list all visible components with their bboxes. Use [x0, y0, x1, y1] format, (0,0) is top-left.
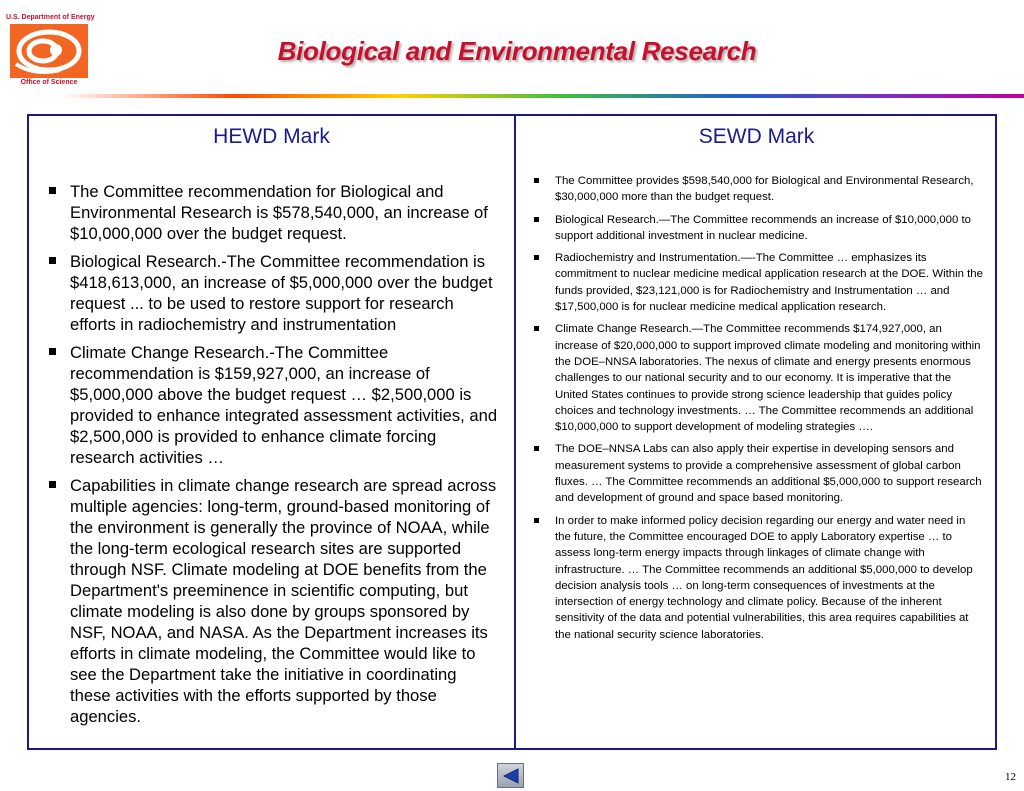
- sewd-column: [516, 116, 997, 748]
- hewd-list: [29, 181, 514, 727]
- sewd-title: SEWD Mark: [698, 125, 815, 148]
- list-item-text: Biological Research.-The Committee recommendation is $418,613,000, an increase of $5,000,000 over the budget request ... to be used to restore support for research efforts in radiochemistry and instrumentation: [70, 252, 493, 334]
- bullet-icon: [49, 481, 56, 488]
- bullet-icon: [534, 255, 539, 260]
- bullet-icon: [534, 178, 539, 183]
- list-item: [534, 321, 983, 435]
- list-item-text: Radiochemistry and Instrumentation.—-The Committee … emphasizes its commitment to nuclear medicine medical application research at the DOE. Within the funds provided, $23,121,000 is for Radiochemistry and Instrumentation … and $17,500,000 is for nuclear medicine medical application research.: [555, 252, 983, 314]
- list-item-text: The DOE–NNSA Labs can also apply their expertise in developing sensors and measurement systems to provide a comprehensive assessment of global carbon fluxes. … The Committee recommends an additional $5,000,000 to support research and development of ground and space based monitoring.: [555, 443, 982, 505]
- list-item-text: Biological Research.—The Committee recommends an increase of $10,000,000 to support additional investment in nuclear medicine.: [555, 213, 971, 242]
- bullet-icon: [49, 348, 56, 355]
- list-item: [534, 173, 983, 206]
- list-item-text: Climate Change Research.-The Committee recommendation is $159,927,000, an increase of $5,000,000 above the budget request … $2,500,000 is provided to enhance integrated assessment activities, and $2,500,000 is provided to enhance climate forcing research activities …: [70, 343, 498, 467]
- page-title: Biological and Environmental Research: [277, 36, 757, 66]
- list-item-text: Capabilities in climate change research are spread across multiple agencies: long-term, ground-based monitoring of the environment is generally the province of NOAA, while the long-term ecological research sites are supported through NSF. Climate modeling at DOE benefits from the Department's preeminence in scientific computing, but climate modeling is also done by groups sponsored by NSF, NOAA, and NASA. As the Department increases its efforts in climate modeling, the Committee would like to see the Department take the initiative in coordinating these activities with the efforts supported by those agencies.: [70, 476, 497, 726]
- bullet-icon: [49, 257, 56, 264]
- list-item-text: Climate Change Research.—The Committee recommends $174,927,000, an increase of $20,000,000 to support improved climate modeling and monitoring within the DOE–NNSA laboratories. The nexus of climate and energy presents enormous challenges to our national security and to our economy. It is imperative that the United States continues to provide strong science leadership that guides policy choices and technology investments. … The Committee recommends an additional $10,000,000 to support development of modeling strategies ….: [555, 323, 981, 434]
- bullet-icon: [534, 326, 539, 331]
- rainbow-divider: [60, 94, 1024, 98]
- list-item-text: The Committee provides $598,540,000 for Biological and Environmental Research, $30,000,000 more than the budget request.: [555, 175, 974, 204]
- hewd-title: HEWD Mark: [213, 125, 330, 148]
- list-item: [49, 181, 500, 244]
- list-item: [49, 251, 500, 335]
- page-number: 12: [1005, 771, 1016, 783]
- list-item: [534, 250, 983, 315]
- list-item-text: In order to make informed policy decision regarding our energy and water need in the future, the Committee encouraged DOE to apply Laboratory expertise … to assess long-term energy impacts through linkages of climate change with infrastructure. … The Committee recommends an additional $5,000,000 to develop decision analysis tools … on long-term consequences of investments at the intersection of energy technology and climate policy. Because of the inherent sensitivity of the data and potential vulnerabilities, this area requires capabilities at the national security science laboratories.: [555, 514, 973, 641]
- list-item: [534, 513, 983, 643]
- list-item-text: The Committee recommendation for Biological and Environmental Research is $578,540,000, an increase of $10,000,000 over the budget request.: [70, 182, 488, 243]
- sewd-list: [516, 173, 997, 643]
- bullet-icon: [49, 187, 56, 194]
- bullet-icon: [534, 518, 539, 523]
- logo-org-top: U.S. Department of Energy: [6, 14, 95, 21]
- bullet-icon: [534, 446, 539, 451]
- back-button[interactable]: [497, 763, 524, 788]
- bullet-icon: [534, 217, 539, 222]
- list-item: [534, 441, 983, 506]
- list-item: [49, 342, 500, 468]
- list-item: [49, 475, 500, 727]
- list-item: [534, 212, 983, 245]
- logo-org-bottom: Office of Science: [20, 79, 78, 86]
- arrow-left-icon: [503, 768, 519, 784]
- hewd-column: [29, 116, 514, 748]
- comparison-panel: [27, 114, 997, 750]
